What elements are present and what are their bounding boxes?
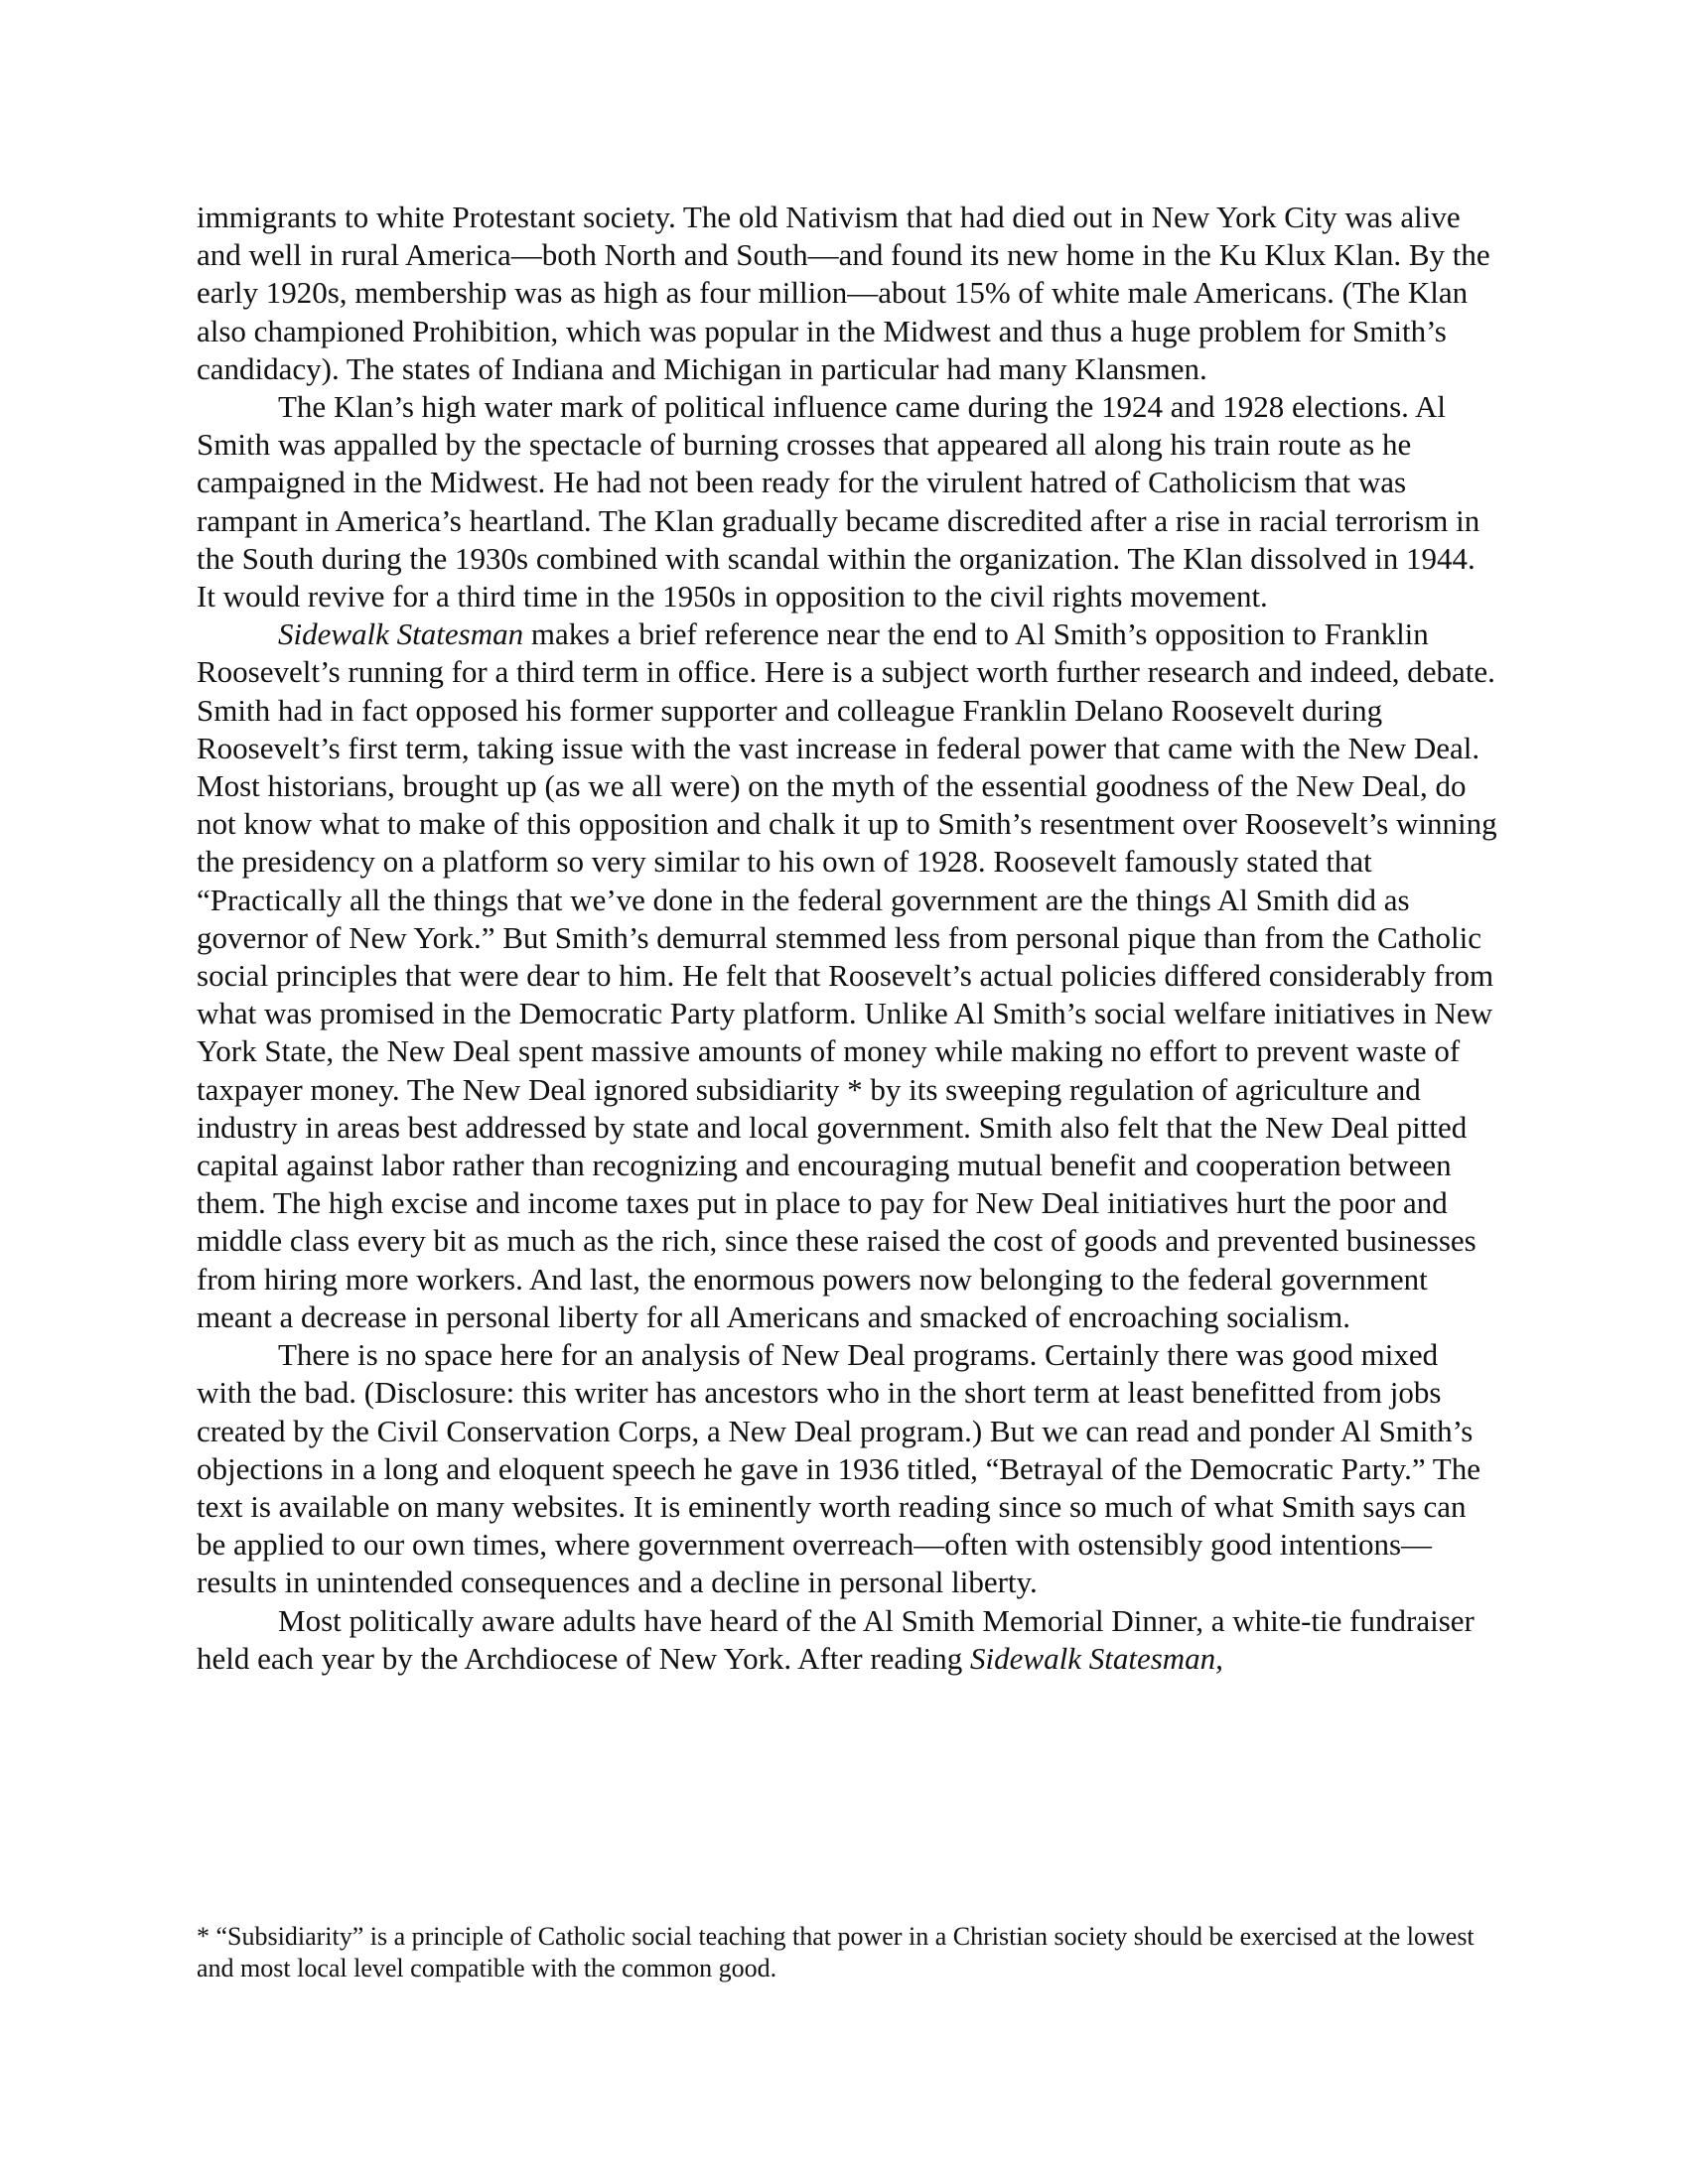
paragraph-text: The Klan’s high water mark of political influence came during the 1924 and 1928 elections. Al Smith was appalled by the spectacle of burning crosses that appeared all along his train route as he campaigned in the Midwest. He had not been ready for the virulent hatred of Catholicism that was rampant in America’s heartland. The Klan gradually became discredited after a rise in racial terrorism in the South during the 1930s combined with scandal within the organization. The Klan dissolved in 1944. It would revive for a third time in the 1950s in opposition to the civil rights movement.	[197, 389, 1480, 614]
paragraph-2	[197, 388, 1497, 615]
body-text	[197, 199, 1497, 1678]
book-title: Sidewalk Statesman	[278, 616, 524, 652]
paragraph-1	[197, 199, 1497, 388]
paragraph-text: immigrants to white Protestant society. The old Nativism that had died out in New York City was alive and well in rural America—both North and South—and found its new home in the Ku Klux Klan. By the early 1920s, membership was as high as four million—about 15% of white male Americans. (The Klan also championed Prohibition, which was popular in the Midwest and thus a huge problem for Smith’s candidacy). The states of Indiana and Michigan in particular had many Klansmen.	[197, 200, 1490, 386]
book-title: Sidewalk Statesman,	[970, 1640, 1223, 1676]
footnote	[197, 1921, 1497, 1984]
paragraph-3	[197, 615, 1497, 1336]
paragraph-5	[197, 1602, 1497, 1678]
footnote-text: * “Subsidiarity” is a principle of Catholic social teaching that power in a Christian society should be exercised at the lowest and most local level compatible with the common good.	[197, 1922, 1475, 1982]
paragraph-text: makes a brief reference near the end to Al Smith’s opposition to Franklin Roosevelt’s running for a third term in office. Here is a subject worth further research and indeed, debate. Smith had in fact opposed his former supporter and colleague Franklin Delano Roosevelt during Roosevelt’s first term, taking issue with the vast increase in federal power that came with the New Deal. Most historians, brought up (as we all were) on the myth of the essential goodness of the New Deal, do not know what to make of this opposition and chalk it up to Smith’s resentment over Roosevelt’s winning the presidency on a platform so very similar to his own of 1928. Roosevelt famously stated that “Practically all the things that we’ve done in the federal government are the things Al Smith did as governor of New York.” But Smith’s demurral stemmed less from personal pique than from the Catholic social principles that were dear to him. He felt that Roosevelt’s actual policies differed considerably from what was promised in the Democratic Party platform. Unlike Al Smith’s social welfare initiatives in New York State, the New Deal spent massive amounts of money while making no effort to prevent waste of taxpayer money. The New Deal ignored subsidiarity * by its sweeping regulation of agriculture and industry in areas best addressed by state and local government. Smith also felt that the New Deal pitted capital against labor rather than recognizing and encouraging mutual benefit and cooperation between them. The high excise and income taxes put in place to pay for New Deal initiatives hurt the poor and middle class every bit as much as the rich, since these raised the cost of goods and prevented businesses from hiring more workers. And last, the enormous powers now belonging to the federal government meant a decrease in personal liberty for all Americans and smacked of encroaching socialism.	[197, 616, 1497, 1334]
paragraph-text: Most politically aware adults have heard of the Al Smith Memorial Dinner, a white-tie fundraiser held each year by the Archdiocese of New York. After reading	[197, 1602, 1475, 1676]
paragraph-4	[197, 1336, 1497, 1601]
paragraph-text: There is no space here for an analysis of New Deal programs. Certainly there was good mixed with the bad. (Disclosure: this writer has ancestors who in the short term at least benefitted from jobs created by the Civil Conservation Corps, a New Deal program.) But we can read and ponder Al Smith’s objections in a long and eloquent speech he gave in 1936 titled, “Betrayal of the Democratic Party.” The text is available on many websites. It is eminently worth reading since so much of what Smith says can be applied to our own times, where government overreach—often with ostensibly good intentions—results in unintended consequences and a decline in personal liberty.	[197, 1337, 1480, 1600]
